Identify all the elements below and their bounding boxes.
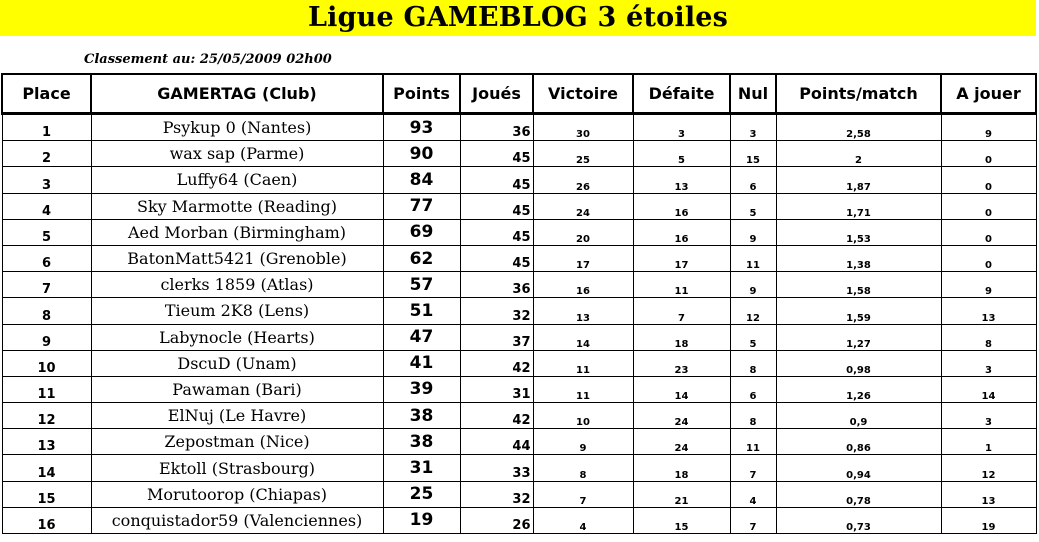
cell-points: 19	[383, 507, 460, 533]
cell-gamertag: Zepostman (Nice)	[91, 429, 383, 455]
cell-remaining: 8	[941, 324, 1036, 350]
cell-place: 1	[2, 114, 91, 141]
table-row	[2, 193, 1036, 219]
cell-place: 11	[2, 376, 91, 402]
cell-points-per-match: 1,87	[776, 167, 941, 193]
cell-wins: 8	[533, 455, 633, 481]
cell-draws: 9	[730, 219, 776, 245]
cell-points-per-match: 1,71	[776, 193, 941, 219]
table-row	[2, 481, 1036, 507]
cell-losses: 5	[633, 141, 730, 167]
cell-losses: 18	[633, 324, 730, 350]
standings-table	[1, 73, 1037, 534]
table-row	[2, 376, 1036, 402]
cell-played: 32	[460, 481, 533, 507]
cell-draws: 5	[730, 324, 776, 350]
cell-gamertag: Ektoll (Strasbourg)	[91, 455, 383, 481]
cell-points-per-match: 2,58	[776, 114, 941, 141]
cell-points: 69	[383, 219, 460, 245]
cell-place: 13	[2, 429, 91, 455]
cell-points-per-match: 0,94	[776, 455, 941, 481]
cell-points-per-match: 0,98	[776, 350, 941, 376]
cell-gamertag: Tieum 2K8 (Lens)	[91, 298, 383, 324]
cell-wins: 20	[533, 219, 633, 245]
table-row	[2, 507, 1036, 533]
cell-draws: 6	[730, 376, 776, 402]
cell-losses: 15	[633, 507, 730, 533]
cell-wins: 14	[533, 324, 633, 350]
col-header-wins: Victoire	[533, 74, 633, 114]
cell-points: 57	[383, 272, 460, 298]
cell-place: 4	[2, 193, 91, 219]
cell-wins: 24	[533, 193, 633, 219]
cell-losses: 17	[633, 245, 730, 271]
col-header-losses: Défaite	[633, 74, 730, 114]
cell-gamertag: DscuD (Unam)	[91, 350, 383, 376]
cell-remaining: 3	[941, 403, 1036, 429]
cell-gamertag: Labynocle (Hearts)	[91, 324, 383, 350]
table-row	[2, 245, 1036, 271]
cell-place: 7	[2, 272, 91, 298]
cell-losses: 24	[633, 429, 730, 455]
cell-points: 38	[383, 429, 460, 455]
cell-place: 14	[2, 455, 91, 481]
cell-draws: 11	[730, 429, 776, 455]
cell-draws: 7	[730, 507, 776, 533]
cell-played: 36	[460, 114, 533, 141]
cell-wins: 16	[533, 272, 633, 298]
cell-losses: 16	[633, 193, 730, 219]
col-header-played: Joués	[460, 74, 533, 114]
col-header-remaining: A jouer	[941, 74, 1036, 114]
cell-gamertag: Luffy64 (Caen)	[91, 167, 383, 193]
cell-points: 62	[383, 245, 460, 271]
cell-gamertag: Aed Morban (Birmingham)	[91, 219, 383, 245]
cell-played: 45	[460, 219, 533, 245]
cell-losses: 16	[633, 219, 730, 245]
table-row	[2, 429, 1036, 455]
cell-points-per-match: 0,73	[776, 507, 941, 533]
cell-points: 38	[383, 403, 460, 429]
cell-gamertag: Pawaman (Bari)	[91, 376, 383, 402]
cell-remaining: 9	[941, 114, 1036, 141]
cell-played: 37	[460, 324, 533, 350]
cell-played: 45	[460, 245, 533, 271]
cell-points-per-match: 1,58	[776, 272, 941, 298]
cell-points-per-match: 2	[776, 141, 941, 167]
table-row	[2, 272, 1036, 298]
table-row	[2, 403, 1036, 429]
cell-remaining: 0	[941, 193, 1036, 219]
cell-wins: 7	[533, 481, 633, 507]
cell-wins: 9	[533, 429, 633, 455]
cell-remaining: 13	[941, 481, 1036, 507]
cell-played: 42	[460, 403, 533, 429]
cell-played: 32	[460, 298, 533, 324]
cell-remaining: 14	[941, 376, 1036, 402]
cell-draws: 3	[730, 114, 776, 141]
cell-losses: 23	[633, 350, 730, 376]
cell-gamertag: clerks 1859 (Atlas)	[91, 272, 383, 298]
col-header-gamertag: GAMERTAG (Club)	[91, 74, 383, 114]
cell-place: 8	[2, 298, 91, 324]
cell-wins: 17	[533, 245, 633, 271]
cell-draws: 4	[730, 481, 776, 507]
cell-place: 6	[2, 245, 91, 271]
cell-played: 42	[460, 350, 533, 376]
cell-losses: 18	[633, 455, 730, 481]
cell-draws: 9	[730, 272, 776, 298]
page-title: Ligue GAMEBLOG 3 étoiles	[307, 2, 729, 33]
cell-place: 3	[2, 167, 91, 193]
cell-remaining: 0	[941, 141, 1036, 167]
cell-points: 31	[383, 455, 460, 481]
cell-remaining: 0	[941, 167, 1036, 193]
cell-place: 12	[2, 403, 91, 429]
cell-gamertag: wax sap (Parme)	[91, 141, 383, 167]
cell-points: 51	[383, 298, 460, 324]
ranking-date: Classement au: 25/05/2009 02h00	[84, 52, 332, 67]
cell-gamertag: conquistador59 (Valenciennes)	[91, 507, 383, 533]
cell-losses: 3	[633, 114, 730, 141]
cell-draws: 8	[730, 403, 776, 429]
cell-losses: 21	[633, 481, 730, 507]
cell-remaining: 1	[941, 429, 1036, 455]
cell-losses: 11	[633, 272, 730, 298]
table-row	[2, 219, 1036, 245]
cell-points-per-match: 1,59	[776, 298, 941, 324]
cell-draws: 7	[730, 455, 776, 481]
cell-points-per-match: 0,9	[776, 403, 941, 429]
cell-played: 45	[460, 141, 533, 167]
cell-draws: 8	[730, 350, 776, 376]
cell-place: 16	[2, 507, 91, 533]
cell-remaining: 13	[941, 298, 1036, 324]
cell-played: 31	[460, 376, 533, 402]
cell-played: 26	[460, 507, 533, 533]
cell-points: 90	[383, 141, 460, 167]
cell-played: 44	[460, 429, 533, 455]
cell-points-per-match: 1,26	[776, 376, 941, 402]
cell-gamertag: ElNuj (Le Havre)	[91, 403, 383, 429]
cell-gamertag: Sky Marmotte (Reading)	[91, 193, 383, 219]
cell-remaining: 19	[941, 507, 1036, 533]
cell-played: 36	[460, 272, 533, 298]
cell-wins: 13	[533, 298, 633, 324]
cell-wins: 30	[533, 114, 633, 141]
col-header-points: Points	[383, 74, 460, 114]
cell-losses: 24	[633, 403, 730, 429]
cell-gamertag: Morutoorop (Chiapas)	[91, 481, 383, 507]
table-row	[2, 350, 1036, 376]
cell-remaining: 3	[941, 350, 1036, 376]
cell-losses: 13	[633, 167, 730, 193]
cell-draws: 15	[730, 141, 776, 167]
cell-points: 25	[383, 481, 460, 507]
cell-points: 93	[383, 114, 460, 141]
header-row	[2, 74, 1036, 114]
title-banner	[0, 0, 1036, 36]
cell-points-per-match: 1,38	[776, 245, 941, 271]
cell-played: 45	[460, 167, 533, 193]
cell-wins: 4	[533, 507, 633, 533]
cell-wins: 11	[533, 350, 633, 376]
cell-place: 15	[2, 481, 91, 507]
cell-points-per-match: 0,86	[776, 429, 941, 455]
cell-draws: 12	[730, 298, 776, 324]
table-row	[2, 141, 1036, 167]
table-row	[2, 324, 1036, 350]
cell-place: 2	[2, 141, 91, 167]
cell-gamertag: BatonMatt5421 (Grenoble)	[91, 245, 383, 271]
cell-remaining: 9	[941, 272, 1036, 298]
cell-wins: 11	[533, 376, 633, 402]
cell-points-per-match: 0,78	[776, 481, 941, 507]
table-row	[2, 114, 1036, 141]
col-header-draws: Nul	[730, 74, 776, 114]
cell-draws: 11	[730, 245, 776, 271]
cell-points-per-match: 1,27	[776, 324, 941, 350]
cell-points: 77	[383, 193, 460, 219]
table-row	[2, 455, 1036, 481]
cell-place: 5	[2, 219, 91, 245]
col-header-place: Place	[2, 74, 91, 114]
cell-wins: 26	[533, 167, 633, 193]
cell-draws: 6	[730, 167, 776, 193]
cell-draws: 5	[730, 193, 776, 219]
cell-points: 41	[383, 350, 460, 376]
cell-place: 9	[2, 324, 91, 350]
cell-points-per-match: 1,53	[776, 219, 941, 245]
cell-points: 84	[383, 167, 460, 193]
cell-played: 45	[460, 193, 533, 219]
cell-losses: 7	[633, 298, 730, 324]
cell-losses: 14	[633, 376, 730, 402]
table-row	[2, 298, 1036, 324]
cell-wins: 10	[533, 403, 633, 429]
cell-remaining: 0	[941, 245, 1036, 271]
cell-remaining: 0	[941, 219, 1036, 245]
col-header-points-per-match: Points/match	[776, 74, 941, 114]
cell-points: 39	[383, 376, 460, 402]
cell-gamertag: Psykup 0 (Nantes)	[91, 114, 383, 141]
table-row	[2, 167, 1036, 193]
cell-remaining: 12	[941, 455, 1036, 481]
cell-played: 33	[460, 455, 533, 481]
cell-points: 47	[383, 324, 460, 350]
cell-place: 10	[2, 350, 91, 376]
cell-wins: 25	[533, 141, 633, 167]
